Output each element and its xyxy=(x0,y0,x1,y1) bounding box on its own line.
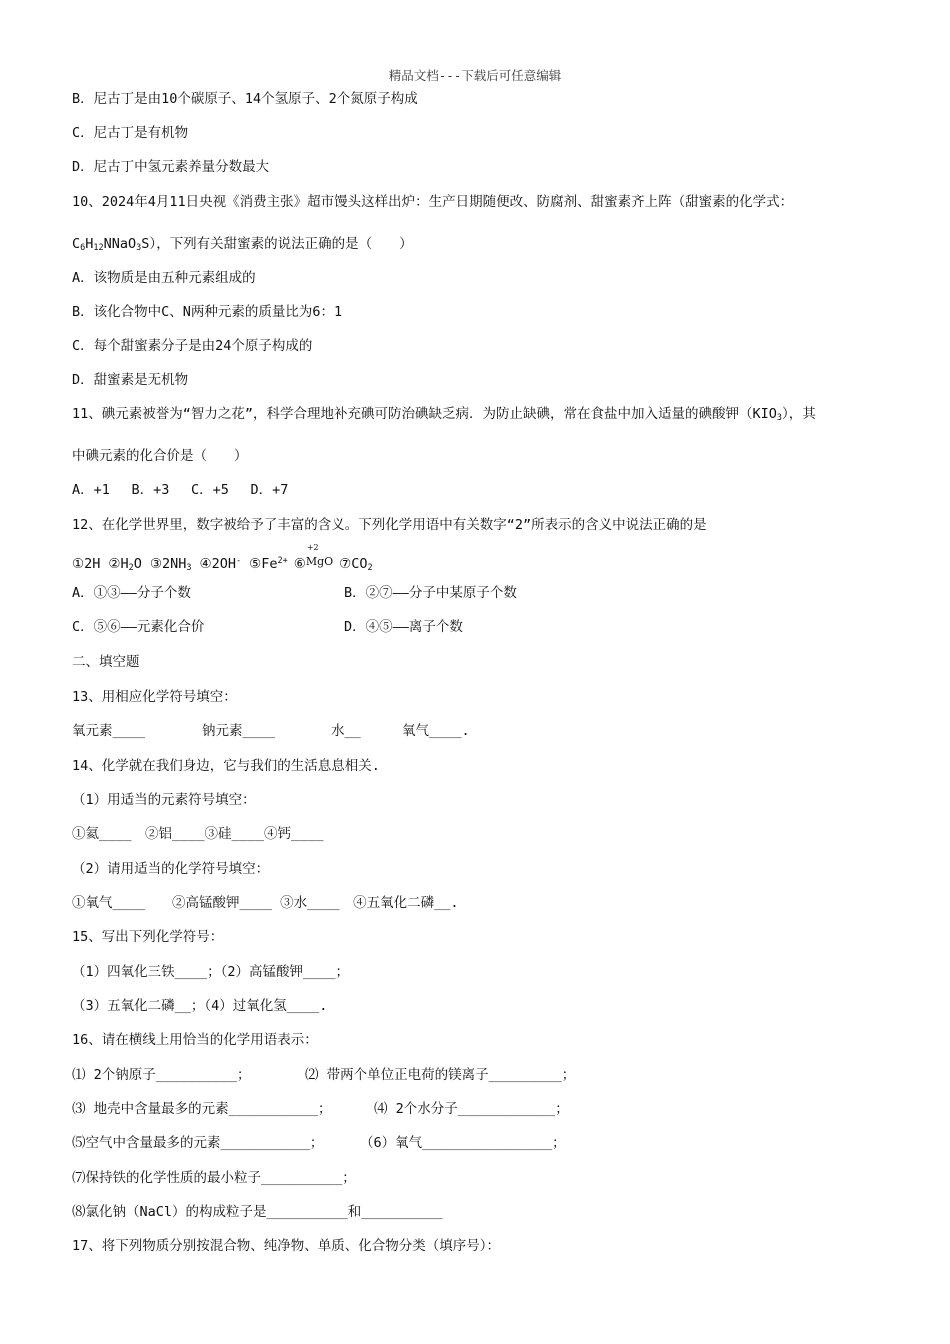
q13-blank-3: 水__ xyxy=(331,723,361,739)
q16-stem: 16、请在横线上用恰当的化学用语表示： xyxy=(72,1032,318,1048)
q17-stem: 17、将下列物质分别按混合物、纯净物、单质、化合物分类（填序号）： xyxy=(72,1238,501,1254)
q14-part1-items: ①氦____ ②铝____③硅____④钙____ xyxy=(72,826,324,842)
q16-item-8: ⑻氯化钠（NaCl）的构成粒子是__________和__________ xyxy=(72,1204,443,1220)
q9-option-b: B．尼古丁是由10个碳原子、14个氢原子、2个氮原子构成 xyxy=(72,91,418,107)
q10-stem-line2: $C_6H_{12}NNaO_3S$），下列有关甜蜜素的说法正确的是（ ） xyxy=(72,236,413,253)
q13-stem: 13、用相应化学符号填空： xyxy=(72,689,237,705)
q13-blank-4: 氧气____. xyxy=(402,723,470,739)
q16-item-3: ⑶ 地壳中含量最多的元素___________； xyxy=(72,1101,332,1117)
q12-option-d: D．④⑤——离子个数 xyxy=(344,619,463,635)
q13-blank-2: 钠元素____ xyxy=(202,723,276,739)
q12-option-b: B．②⑦——分子中某原子个数 xyxy=(344,585,517,601)
q12-stem: 12、在化学世界里，数字被给予了丰富的含义。下列化学用语中有关数字“2”所表示的含义中说法正确的是 xyxy=(72,517,707,533)
q16-item-2: ⑵ 带两个单位正电荷的镁离子_________； xyxy=(305,1067,576,1083)
q12-symbols: ①2H $②H_2O$ $③2NH_3$ ④2OH- $⑤Fe^{2+}$ ⑥ +2 MgO $⑦CO_2$ xyxy=(72,543,373,573)
q10-option-b: B．该化合物中C、N两种元素的质量比为6：1 xyxy=(72,304,343,320)
q16-item-4: ⑷ 2个水分子____________； xyxy=(374,1101,569,1117)
q16-item-7: ⑺保持铁的化学性质的最小粒子__________； xyxy=(72,1170,356,1186)
q9-option-c: C．尼古丁是有机物 xyxy=(72,125,189,141)
q10-option-d: D．甜蜜素是无机物 xyxy=(72,372,189,388)
q16-item-1: ⑴ 2个钠原子__________； xyxy=(72,1067,251,1083)
q16-item-6: （6）氧气________________； xyxy=(360,1135,566,1151)
q11-options: A．+1 B．+3 C．+5 D．+7 xyxy=(72,482,289,498)
q13-blank-1: 氧元素____ xyxy=(72,723,146,739)
page-header: 精品文档---下载后可任意编辑 xyxy=(388,68,562,83)
q10-option-c: C．每个甜蜜素分子是由24个原子构成的 xyxy=(72,338,313,354)
mgo-valence-formula: +2 MgO xyxy=(305,543,334,568)
q15-line-2: （3）五氧化二磷__；（4）过氧化氢____. xyxy=(72,998,328,1014)
q14-stem: 14、化学就在我们身边，它与我们的生活息息相关. xyxy=(72,758,380,774)
q14-part2: （2）请用适当的化学符号填空： xyxy=(72,861,270,877)
q14-part2-items: ①氧气____ ②高锰酸钾____ ③水____ ④五氧化二磷__. xyxy=(72,895,459,911)
q10-option-a: A．该物质是由五种元素组成的 xyxy=(72,270,256,286)
q15-line-1: （1）四氧化三铁____；（2）高锰酸钾____； xyxy=(72,964,350,980)
q14-part1: （1）用适当的元素符号填空： xyxy=(72,792,256,808)
q12-option-c: C．⑤⑥——元素化合价 xyxy=(72,619,205,635)
q10-stem: 10、2024年4月11日央视《消费主张》超市馒头这样出炉：生产日期随便改、防腐剂、甜蜜素齐上阵（甜蜜素的化学式： xyxy=(72,194,794,210)
q11-stem-line2: 中碘元素的化合价是（ ） xyxy=(72,448,248,464)
q16-item-5: ⑸空气中含量最多的元素___________； xyxy=(72,1135,324,1151)
q15-stem: 15、写出下列化学符号： xyxy=(72,929,224,945)
q9-option-d: D．尼古丁中氢元素养量分数最大 xyxy=(72,159,270,175)
section-title: 二、填空题 xyxy=(72,654,140,670)
q12-option-a: A．①③——分子个数 xyxy=(72,585,191,601)
q11-stem: 11、碘元素被誉为“智力之花”，科学合理地补充碘可防治碘缺乏病．为防止缺碘，常在食盐中加入适量的碘酸钾$(KIO_3)$，其 xyxy=(72,406,816,423)
q10-formula: $C_6H_{12}NNaO_3S$） xyxy=(72,236,157,253)
